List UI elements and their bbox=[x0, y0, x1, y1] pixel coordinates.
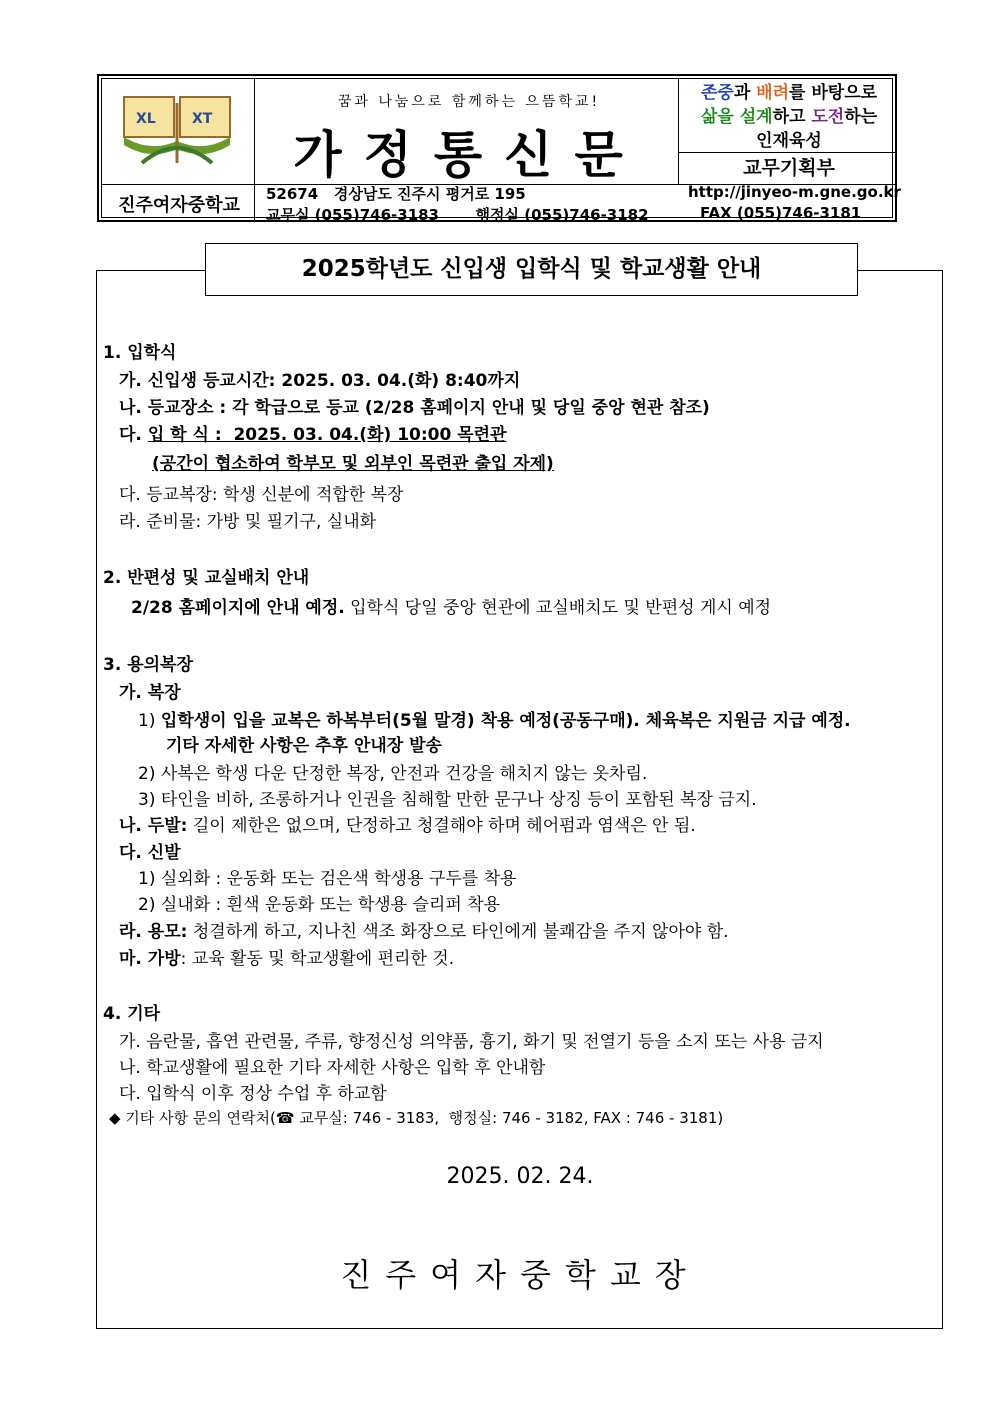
section-3-item bbox=[138, 706, 851, 731]
divider bbox=[678, 79, 679, 185]
section-1-item bbox=[119, 420, 507, 445]
section-3-item bbox=[119, 811, 696, 836]
school-slogan: 꿈과 나눔으로 함께하는 으뜸학교! bbox=[337, 94, 601, 110]
ceremony-info: 입 학 식 : 2025. 03. 04.(화) 10:00 목련관 bbox=[147, 425, 507, 445]
section-3-subheading: 다. 신발 bbox=[119, 843, 181, 863]
motto-word: 도전 bbox=[811, 107, 845, 127]
section-2-heading: 2. 반편성 및 교실배치 안내 bbox=[103, 568, 310, 588]
motto-line-3 bbox=[680, 129, 898, 153]
letterhead-inner-border bbox=[101, 78, 901, 224]
section-4-item: 가. 음란물, 흡연 관련물, 주류, 향정신성 의약품, 흉기, 화기 및 전열기 등을 소지 또는 사용 금지 bbox=[119, 1032, 824, 1052]
uniform-notice: 입학생이 입을 교복은 하복부터(5월 말경) 착용 예정(공동구매). 체육복은 지원금 지급 예정. bbox=[160, 711, 851, 731]
divider bbox=[254, 184, 255, 221]
motto-word: 과 bbox=[733, 83, 757, 103]
section-3-item bbox=[119, 944, 454, 969]
section-3-item: 2) 사복은 학생 다운 단정한 복장, 안전과 건강을 해치지 않는 옷차림. bbox=[138, 764, 648, 784]
motto-word: 하고 bbox=[772, 107, 812, 127]
logo-letters-right: XT bbox=[192, 111, 213, 127]
document-date: 2025. 02. 24. bbox=[446, 1164, 594, 1189]
motto-word: 존중 bbox=[700, 83, 734, 103]
item-label: 라. 용모: bbox=[119, 922, 188, 942]
divider bbox=[254, 79, 255, 185]
department-name: 교무기획부 bbox=[743, 157, 835, 179]
school-website[interactable]: http://jinyeo-m.gne.go.kr bbox=[688, 183, 901, 201]
school-fax: FAX (055)746-3181 bbox=[700, 204, 862, 222]
item-label: 나. 두발: bbox=[119, 816, 188, 836]
motto-word: 를 바탕으로 bbox=[789, 83, 878, 103]
letterhead bbox=[97, 74, 901, 224]
section-1-item: 가. 신입생 등교시간: 2025. 03. 04.(화) 8:40까지 bbox=[119, 371, 521, 391]
page-title: 가정통신문 bbox=[293, 125, 645, 184]
document-title: 2025학년도 신입생 입학식 및 학교생활 안내 bbox=[205, 243, 858, 296]
item-number: 1) bbox=[138, 711, 161, 731]
section-1-heading: 1. 입학식 bbox=[103, 343, 177, 363]
section-4-heading: 4. 기타 bbox=[103, 1004, 161, 1024]
school-address: 52674 경상남도 진주시 평거로 195 bbox=[266, 185, 526, 203]
body-text: 청결하게 하고, 지나친 색조 화장으로 타인에게 불쾌감을 주지 않아야 함. bbox=[187, 922, 729, 942]
contact-info: ◆ 기타 사항 문의 연락처(☎ 교무실: 746 - 3183, 행정실: 746 - 3182, FAX : 746 - 3181) bbox=[109, 1109, 724, 1127]
school-logo bbox=[122, 93, 232, 167]
item-prefix: 다. bbox=[119, 425, 148, 445]
body-text: 입학식 당일 중앙 현관에 교실배치도 및 반편성 게시 예정 bbox=[344, 598, 772, 618]
section-3-subheading: 가. 복장 bbox=[119, 683, 181, 703]
school-motto bbox=[680, 81, 898, 153]
section-3-heading: 3. 용의복장 bbox=[103, 655, 193, 675]
section-1-item: 라. 준비물: 가방 및 필기구, 실내화 bbox=[119, 512, 377, 532]
section-3-item bbox=[119, 917, 729, 942]
section-4-item: 나. 학교생활에 필요한 기타 자세한 사항은 입학 후 안내함 bbox=[119, 1058, 546, 1078]
school-name: 진주여자중학교 bbox=[118, 195, 240, 216]
school-phones: 교무실 (055)746-3183 행정실 (055)746-3182 bbox=[266, 206, 649, 224]
body-text: 길이 제한은 없으며, 단정하고 청결해야 하며 헤어펌과 염색은 안 됨. bbox=[187, 816, 696, 836]
signature-line: 진주여자중학교장 bbox=[340, 1256, 700, 1294]
section-3-item: 3) 타인을 비하, 조롱하거나 인권을 침해할 만한 문구나 상징 등이 포함된 복장 금지. bbox=[138, 790, 757, 810]
section-1-item: 다. 등교복장: 학생 신분에 적합한 복장 bbox=[119, 485, 404, 505]
section-2-text bbox=[131, 593, 771, 618]
motto-word: 인재육성 bbox=[756, 131, 822, 151]
emphasis: 2/28 홈페이지에 안내 예정. bbox=[131, 598, 345, 618]
section-3-item-cont: 기타 자세한 사항은 추후 안내장 발송 bbox=[166, 736, 442, 756]
motto-line-2 bbox=[680, 105, 898, 129]
motto-word: 배려 bbox=[756, 83, 790, 103]
item-label: 마. 가방 bbox=[119, 949, 181, 969]
section-4-item: 다. 입학식 이후 정상 수업 후 하교함 bbox=[119, 1084, 387, 1104]
body-text: : 교육 활동 및 학교생활에 편리한 것. bbox=[180, 949, 455, 969]
motto-word: 하는 bbox=[844, 107, 878, 127]
section-3-item: 2) 실내화 : 흰색 운동화 또는 학생용 슬리퍼 착용 bbox=[138, 895, 501, 915]
section-1-item: 나. 등교장소 : 각 학급으로 등교 (2/28 홈페이지 안내 및 당일 중앙 현관 참조) bbox=[119, 398, 710, 418]
motto-word: 삶을 설계 bbox=[700, 107, 773, 127]
logo-letters-left: XL bbox=[136, 111, 156, 127]
motto-line-1 bbox=[680, 81, 898, 105]
section-3-item: 1) 실외화 : 운동화 또는 검은색 학생용 구두를 착용 bbox=[138, 869, 517, 889]
ceremony-note: (공간이 협소하여 학부모 및 외부인 목련관 출입 자제) bbox=[152, 454, 554, 474]
